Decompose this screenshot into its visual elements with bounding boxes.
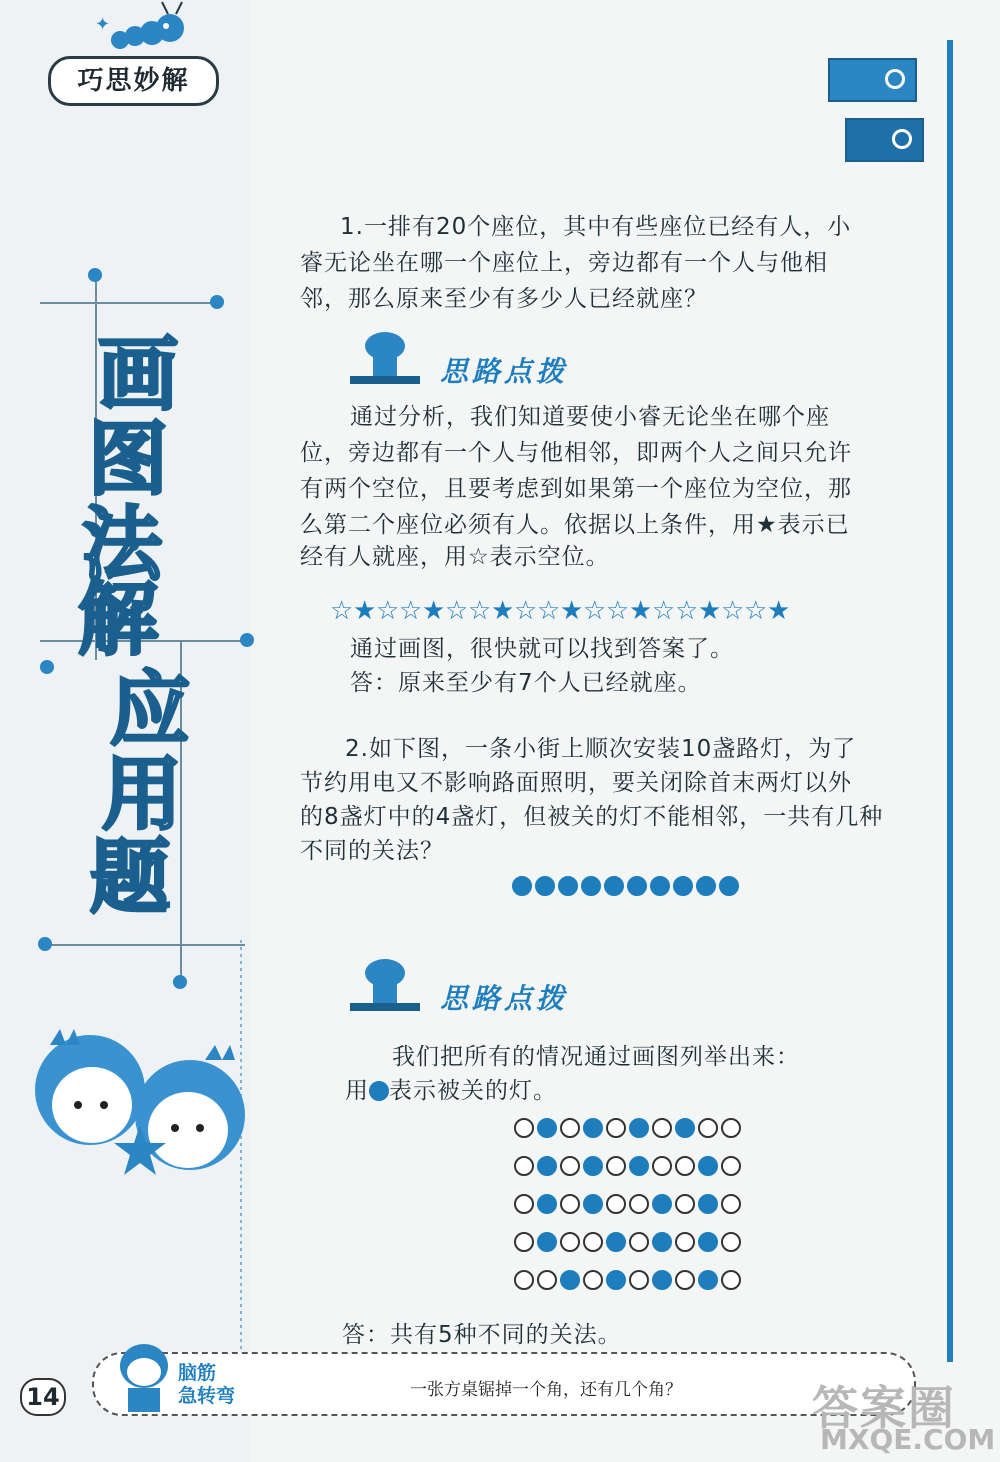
title-char: 解: [78, 573, 158, 666]
title-char: 题: [90, 831, 170, 924]
lamp-on-icon: [560, 1118, 580, 1138]
lamp-icon: [650, 876, 670, 896]
empty-star-icon: ☆: [537, 596, 561, 626]
lamp-on-icon: [560, 1194, 580, 1214]
lamp-icon: [696, 876, 716, 896]
caterpillar-icon: [90, 0, 200, 56]
lamp-on-icon: [652, 1118, 672, 1138]
star-diagram: [330, 596, 790, 626]
lamp-off-icon: [652, 1194, 672, 1214]
circle-icon: [892, 129, 912, 149]
lamp-on-icon: [537, 1270, 557, 1290]
lamp-off-icon: [606, 1232, 626, 1252]
dot-icon: [173, 975, 187, 989]
lamp-on-icon: [606, 1194, 626, 1214]
lamp-on-icon: [721, 1270, 741, 1290]
analysis1-line: 经有人就座，用☆表示空位。: [300, 544, 610, 570]
svg-text:✦: ✦: [95, 14, 111, 35]
lamp-on-icon: [629, 1270, 649, 1290]
lamp-off-icon: [537, 1194, 557, 1214]
filled-star-icon: ★: [767, 596, 791, 626]
flag-decor-1: [828, 58, 917, 102]
empty-star-icon: ☆: [744, 596, 768, 626]
lamp-on-icon: [514, 1194, 534, 1214]
filled-star-icon: ★: [491, 596, 515, 626]
hint-heading: 思路点拨: [440, 355, 569, 388]
lamp-icon: [535, 876, 555, 896]
empty-star-icon: ☆: [652, 596, 676, 626]
problem1-line: 1.一排有20个座位，其中有些座位已经有人，小: [340, 214, 852, 240]
lamp-on-icon: [583, 1270, 603, 1290]
dot-icon: [88, 268, 102, 282]
lamp-icon: [719, 876, 739, 896]
lamp-on-icon: [560, 1156, 580, 1176]
dot-icon: [40, 660, 54, 674]
empty-star-icon: ☆: [606, 596, 630, 626]
lamp-off-icon: [606, 1270, 626, 1290]
page-number: 14: [20, 1378, 66, 1416]
analysis2-line: 我们把所有的情况通过画图列举出来：: [392, 1044, 800, 1070]
lamp-icon: [512, 876, 532, 896]
lamp-on-icon: [514, 1270, 534, 1290]
girls-illustration: [20, 1015, 250, 1185]
filled-star-icon: ★: [698, 596, 722, 626]
problem1-line: 邻，那么原来至少有多少人已经就座？: [300, 286, 708, 312]
lamp-icon: [627, 876, 647, 896]
answer2-text: 答：共有5种不同的关法。: [342, 1322, 622, 1348]
lamp-on-icon: [721, 1156, 741, 1176]
lamp-on-icon: [675, 1194, 695, 1214]
empty-star-icon: ☆: [468, 596, 492, 626]
filled-star-icon: ★: [560, 596, 584, 626]
lamp-on-icon: [721, 1194, 741, 1214]
title-char: 用: [102, 748, 182, 841]
series-logo: 巧思妙解: [48, 56, 219, 106]
problem1-line: 睿无论坐在哪一个座位上，旁边都有一个人与他相: [300, 250, 828, 276]
lamp-on-icon: [698, 1118, 718, 1138]
right-edge-bar: [947, 40, 953, 1362]
lamp-off-icon: [698, 1156, 718, 1176]
text-part: 用: [345, 1078, 369, 1104]
lamp-row: [514, 1232, 744, 1256]
lamp-off-icon: [652, 1270, 672, 1290]
title-char: 法: [82, 498, 162, 591]
empty-star-icon: ☆: [514, 596, 538, 626]
analysis1-line: 通过分析，我们知道要使小睿无论坐在哪个座: [350, 404, 830, 430]
lamp-on-icon: [629, 1232, 649, 1252]
lamp-off-icon: [537, 1118, 557, 1138]
filled-star-icon: ★: [422, 596, 446, 626]
riddle-label-1: 脑筋: [178, 1362, 217, 1384]
lamp-off-icon: [537, 1232, 557, 1252]
empty-star-icon: ☆: [583, 596, 607, 626]
analysis1-line: 有两个空位，且要考虑到如果第一个座位为空位，那: [300, 476, 852, 502]
lamp-icon: [673, 876, 693, 896]
frame-line: [40, 302, 220, 304]
lamp-on-icon: [606, 1118, 626, 1138]
lamp-icon: [581, 876, 601, 896]
lamp-on-icon: [652, 1156, 672, 1176]
problem2-line: 不同的关法？: [300, 838, 444, 864]
lamp-on-icon: [514, 1156, 534, 1176]
lamp-off-icon: [675, 1118, 695, 1138]
lamp-on-icon: [721, 1232, 741, 1252]
kid-reading-icon: [345, 328, 425, 388]
analysis2-line: [345, 1074, 557, 1108]
lamp-off-icon: [583, 1156, 603, 1176]
frame-line: [40, 944, 245, 946]
empty-star-icon: ☆: [675, 596, 699, 626]
problem2-line: 节约用电又不影响路面照明，要关闭除首末两灯以外: [300, 770, 852, 796]
lamp-off-icon: [652, 1232, 672, 1252]
analysis1-line: 么第二个座位必须有人。依据以上条件，用★表示已: [300, 512, 850, 538]
lamp-filled-icon: [369, 1081, 389, 1101]
dot-icon: [240, 633, 254, 647]
lamp-on-icon: [721, 1118, 741, 1138]
lamp-on-icon: [606, 1156, 626, 1176]
riddle-label-2: 急转弯: [178, 1385, 236, 1407]
watermark-logo: 答案圈: [812, 1381, 956, 1435]
lamp-off-icon: [560, 1270, 580, 1290]
empty-star-icon: ☆: [330, 596, 354, 626]
kid-reading-icon: [345, 955, 425, 1015]
filled-star-icon: ★: [629, 596, 653, 626]
lamp-off-icon: [698, 1270, 718, 1290]
analysis1-line: 位，旁边都有一个人与他相邻，即两个人之间只允许: [300, 440, 852, 466]
answer1-text: 答：原来至少有7个人已经就座。: [350, 670, 702, 696]
watermark-url: MXQE.COM: [820, 1423, 996, 1456]
lamp-diagram: [512, 876, 742, 900]
lamp-on-icon: [675, 1156, 695, 1176]
circle-icon: [885, 69, 905, 89]
lamp-icon: [604, 876, 624, 896]
lamp-row: [514, 1156, 744, 1180]
lamp-icon: [558, 876, 578, 896]
lamp-on-icon: [514, 1118, 534, 1138]
lamp-off-icon: [537, 1156, 557, 1176]
lamp-off-icon: [698, 1232, 718, 1252]
empty-star-icon: ☆: [445, 596, 469, 626]
boy-icon: [112, 1340, 176, 1416]
lamp-on-icon: [675, 1232, 695, 1252]
lamp-on-icon: [514, 1232, 534, 1252]
result1-text: 通过画图，很快就可以找到答案了。: [350, 636, 734, 662]
empty-star-icon: ☆: [721, 596, 745, 626]
empty-star-icon: ☆: [399, 596, 423, 626]
lamp-off-icon: [583, 1194, 603, 1214]
lamp-row: [514, 1194, 744, 1218]
dot-icon: [210, 295, 224, 309]
lamp-row: [514, 1118, 744, 1142]
lamp-off-icon: [583, 1118, 603, 1138]
problem2-line: 的8盏灯中的4盏灯，但被关的灯不能相邻，一共有几种: [300, 804, 884, 830]
riddle-text: 一张方桌锯掉一个角，还有几个角？: [410, 1380, 682, 1400]
lamp-on-icon: [675, 1270, 695, 1290]
filled-star-icon: ★: [353, 596, 377, 626]
lamp-off-icon: [698, 1194, 718, 1214]
lamp-row: [514, 1270, 744, 1294]
lamp-on-icon: [583, 1232, 603, 1252]
lamp-off-icon: [629, 1156, 649, 1176]
riddle-label: [178, 1362, 235, 1408]
hint-heading: 思路点拨: [440, 982, 569, 1015]
lamp-on-icon: [560, 1232, 580, 1252]
lamp-on-icon: [629, 1194, 649, 1214]
flag-decor-2: [845, 118, 924, 162]
dot-icon: [38, 937, 52, 951]
lamp-off-icon: [629, 1118, 649, 1138]
problem2-line: 2.如下图，一条小街上顺次安装10盏路灯，为了: [345, 736, 857, 762]
title-char: 图: [88, 413, 168, 506]
title-char: 应: [110, 663, 190, 756]
empty-star-icon: ☆: [376, 596, 400, 626]
text-part: 表示被关的灯。: [389, 1078, 557, 1104]
title-char: 画: [98, 328, 178, 421]
